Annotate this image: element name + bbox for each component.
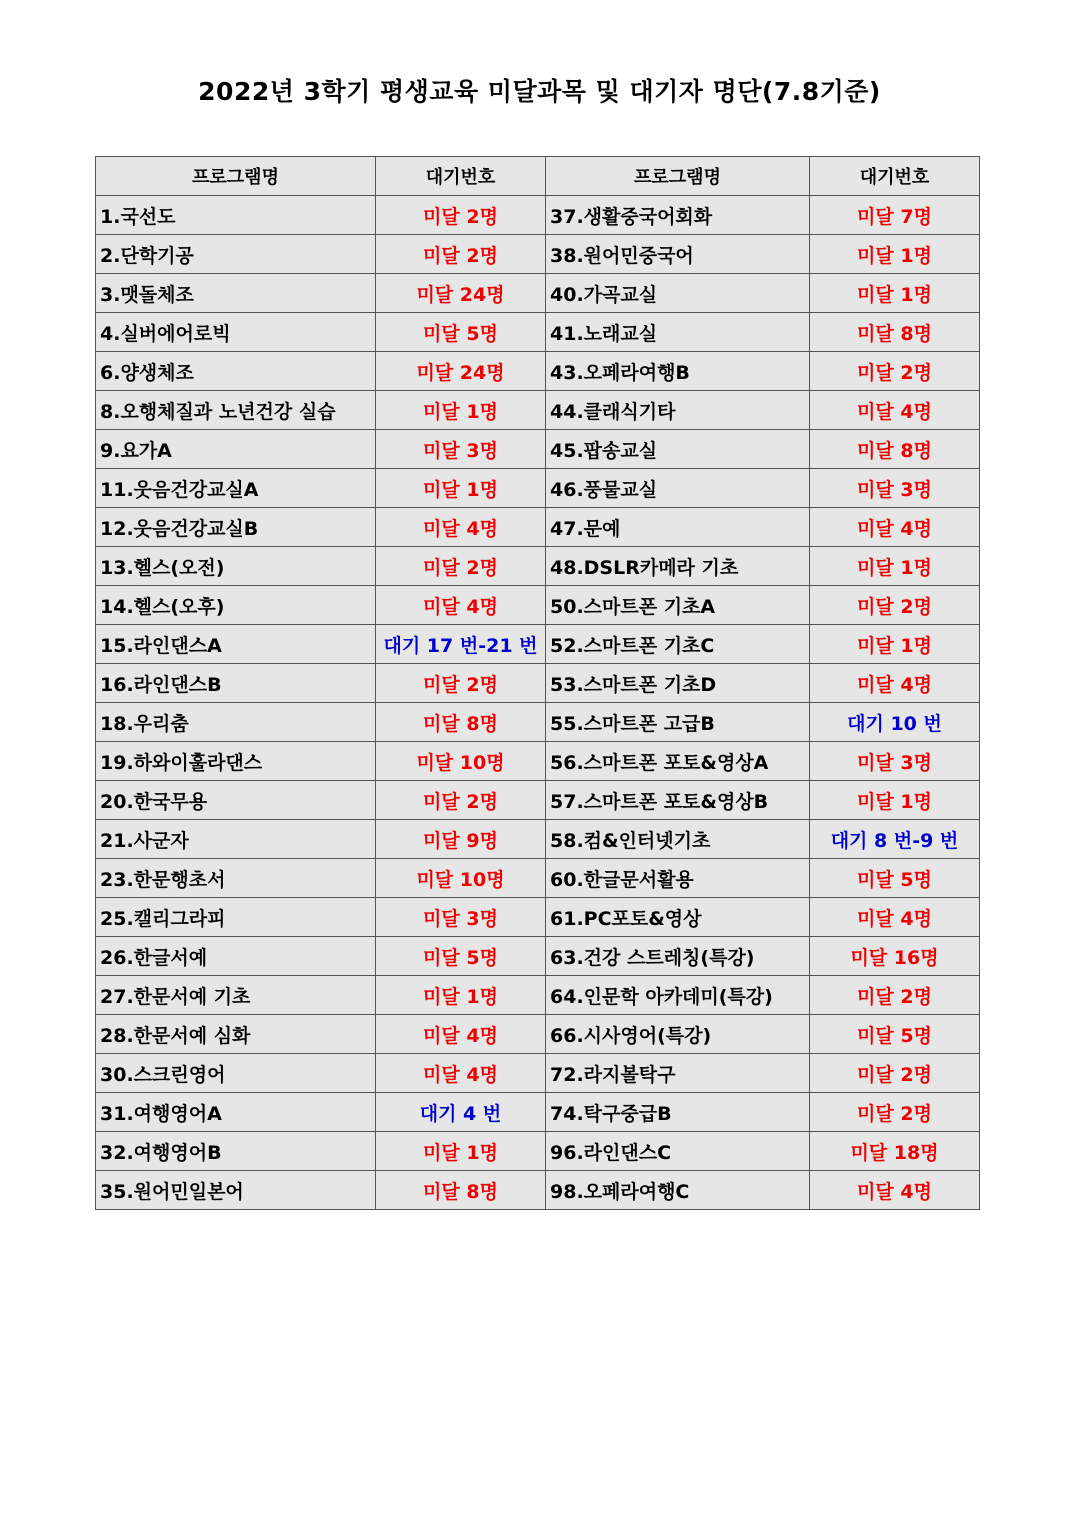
program-name-right: 66.시사영어(특강) [546,1015,810,1054]
status-right: 미달 1명 [810,547,980,586]
status-right: 미달 4명 [810,1171,980,1210]
table-row [96,586,980,625]
program-name-right: 45.팝송교실 [546,430,810,469]
header-waitlist-left: 대기번호 [376,157,546,196]
status-right: 미달 3명 [810,742,980,781]
status-left: 미달 24명 [376,274,546,313]
program-name-right: 52.스마트폰 기초C [546,625,810,664]
table-row [96,625,980,664]
program-name-left: 8.오행체질과 노년건강 실습 [96,391,376,430]
program-name-right: 44.클래식기타 [546,391,810,430]
status-right: 미달 2명 [810,586,980,625]
page-title: 2022년 3학기 평생교육 미달과목 및 대기자 명단(7.8기준) [198,77,881,106]
program-name-right: 38.원어민중국어 [546,235,810,274]
program-name-right: 63.건강 스트레칭(특강) [546,937,810,976]
program-name-left: 23.한문행초서 [96,859,376,898]
program-name-right: 56.스마트폰 포토&영상A [546,742,810,781]
program-name-left: 19.하와이훌라댄스 [96,742,376,781]
status-right: 대기 8 번-9 번 [810,820,980,859]
status-left: 미달 2명 [376,235,546,274]
program-name-left: 14.헬스(오후) [96,586,376,625]
status-right: 미달 3명 [810,469,980,508]
status-left: 미달 2명 [376,196,546,235]
program-name-left: 9.요가A [96,430,376,469]
status-right: 미달 5명 [810,859,980,898]
table-row [96,703,980,742]
program-name-right: 43.오페라여행B [546,352,810,391]
program-name-left: 3.맷돌체조 [96,274,376,313]
table-row [96,235,980,274]
program-name-left: 18.우리춤 [96,703,376,742]
table-row [96,430,980,469]
status-left: 미달 4명 [376,1054,546,1093]
program-name-left: 13.헬스(오전) [96,547,376,586]
status-right: 미달 16명 [810,937,980,976]
program-name-left: 30.스크린영어 [96,1054,376,1093]
table-row [96,1093,980,1132]
status-right: 미달 1명 [810,235,980,274]
status-left: 대기 17 번-21 번 [376,625,546,664]
status-right: 미달 2명 [810,976,980,1015]
program-name-right: 57.스마트폰 포토&영상B [546,781,810,820]
status-right: 미달 4명 [810,508,980,547]
status-right: 미달 7명 [810,196,980,235]
header-waitlist-right: 대기번호 [810,157,980,196]
program-name-right: 72.라지볼탁구 [546,1054,810,1093]
program-name-right: 98.오페라여행C [546,1171,810,1210]
status-left: 미달 9명 [376,820,546,859]
table-row [96,859,980,898]
program-name-left: 21.사군자 [96,820,376,859]
program-name-right: 61.PC포토&영상 [546,898,810,937]
status-right: 대기 10 번 [810,703,980,742]
program-name-left: 2.단학기공 [96,235,376,274]
status-right: 미달 8명 [810,430,980,469]
table-row [96,469,980,508]
status-right: 미달 1명 [810,274,980,313]
status-left: 미달 4명 [376,586,546,625]
status-right: 미달 2명 [810,352,980,391]
table-body [96,196,980,1210]
program-name-right: 46.풍물교실 [546,469,810,508]
program-name-right: 37.생활중국어회화 [546,196,810,235]
status-right: 미달 18명 [810,1132,980,1171]
program-name-left: 4.실버에어로빅 [96,313,376,352]
status-right: 미달 1명 [810,781,980,820]
table-row [96,196,980,235]
program-name-left: 27.한문서예 기초 [96,976,376,1015]
table-row [96,1054,980,1093]
status-left: 미달 2명 [376,664,546,703]
status-left: 미달 10명 [376,859,546,898]
status-right: 미달 8명 [810,313,980,352]
table-row [96,898,980,937]
table-row [96,508,980,547]
program-name-right: 55.스마트폰 고급B [546,703,810,742]
program-name-left: 26.한글서예 [96,937,376,976]
status-right: 미달 2명 [810,1054,980,1093]
status-left: 미달 24명 [376,352,546,391]
status-left: 미달 5명 [376,313,546,352]
program-name-left: 31.여행영어A [96,1093,376,1132]
status-right: 미달 4명 [810,391,980,430]
header-program-right: 프로그램명 [546,157,810,196]
table-row [96,1015,980,1054]
program-name-right: 41.노래교실 [546,313,810,352]
program-name-right: 64.인문학 아카데미(특강) [546,976,810,1015]
status-left: 미달 8명 [376,1171,546,1210]
status-right: 미달 2명 [810,1093,980,1132]
program-name-left: 1.국선도 [96,196,376,235]
table-row [96,976,980,1015]
status-left: 미달 3명 [376,430,546,469]
header-program-left: 프로그램명 [96,157,376,196]
status-left: 미달 3명 [376,898,546,937]
table-row [96,781,980,820]
status-left: 미달 2명 [376,547,546,586]
status-left: 미달 1명 [376,391,546,430]
status-left: 미달 10명 [376,742,546,781]
program-name-left: 20.한국무용 [96,781,376,820]
program-name-right: 74.탁구중급B [546,1093,810,1132]
program-name-left: 16.라인댄스B [96,664,376,703]
table-row [96,391,980,430]
program-name-right: 53.스마트폰 기초D [546,664,810,703]
status-left: 미달 2명 [376,781,546,820]
program-name-right: 60.한글문서활용 [546,859,810,898]
status-left: 미달 4명 [376,1015,546,1054]
program-name-right: 47.문예 [546,508,810,547]
table-row [96,820,980,859]
program-name-left: 32.여행영어B [96,1132,376,1171]
table-row [96,352,980,391]
status-left: 미달 1명 [376,469,546,508]
program-name-right: 50.스마트폰 기초A [546,586,810,625]
status-right: 미달 4명 [810,898,980,937]
table-row [96,274,980,313]
status-right: 미달 5명 [810,1015,980,1054]
status-right: 미달 1명 [810,625,980,664]
status-left: 미달 5명 [376,937,546,976]
status-right: 미달 4명 [810,664,980,703]
status-left: 미달 1명 [376,976,546,1015]
program-name-left: 28.한문서예 심화 [96,1015,376,1054]
table-row [96,664,980,703]
table-row [96,313,980,352]
program-name-left: 15.라인댄스A [96,625,376,664]
table-row [96,547,980,586]
program-name-left: 25.캘리그라피 [96,898,376,937]
program-name-right: 96.라인댄스C [546,1132,810,1171]
program-name-left: 12.웃음건강교실B [96,508,376,547]
status-left: 미달 4명 [376,508,546,547]
roster-table [95,156,980,1210]
status-left: 미달 1명 [376,1132,546,1171]
program-name-right: 40.가곡교실 [546,274,810,313]
table-row [96,1132,980,1171]
table-header-row [96,157,980,196]
table-row [96,937,980,976]
program-name-left: 35.원어민일본어 [96,1171,376,1210]
program-name-right: 58.컴&인터넷기초 [546,820,810,859]
program-name-left: 6.양생체조 [96,352,376,391]
status-left: 미달 8명 [376,703,546,742]
table-row [96,1171,980,1210]
status-left: 대기 4 번 [376,1093,546,1132]
table-row [96,742,980,781]
program-name-left: 11.웃음건강교실A [96,469,376,508]
program-name-right: 48.DSLR카메라 기초 [546,547,810,586]
